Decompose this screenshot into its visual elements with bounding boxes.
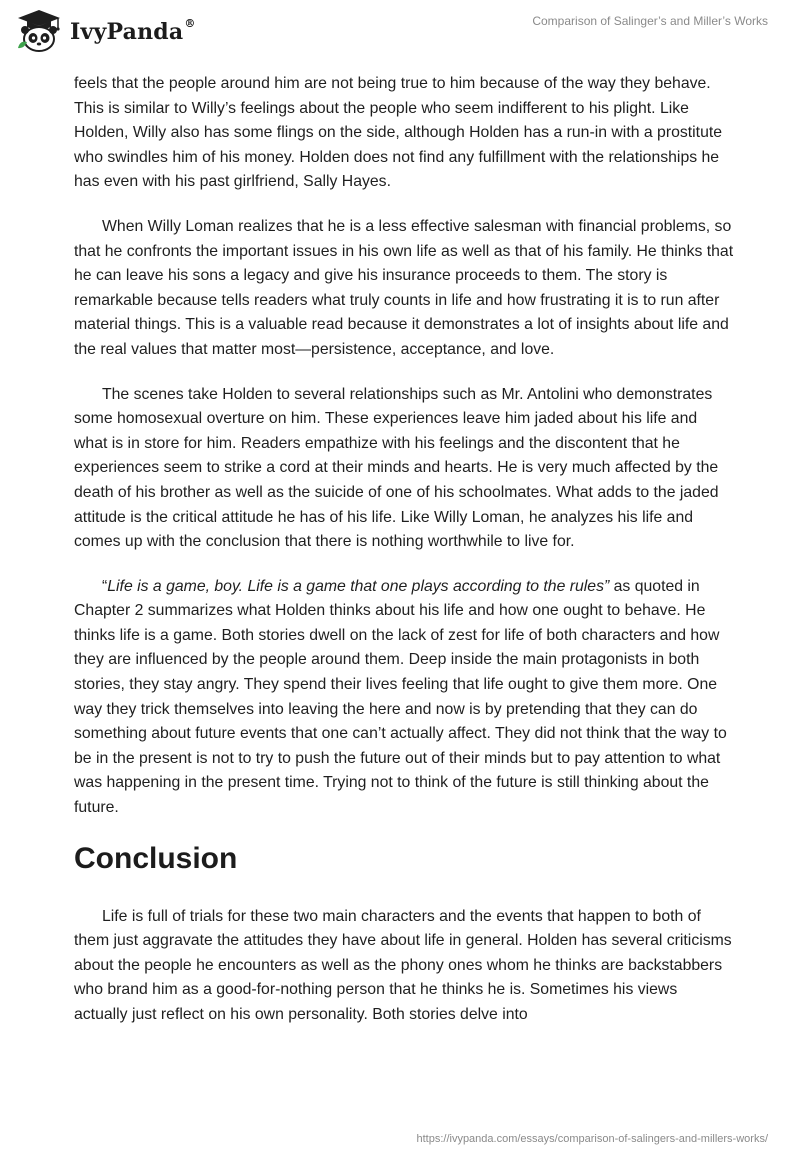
paragraph-5: Life is full of trials for these two main characters and the events that happen to both of them just aggravate the attitudes they have about life in general. Holden has several criticisms about the people he encounters as well as the phony ones whom he thinks are backstabbers who brand him as a good-for-nothing person that he thinks he is. Sometimes his views actually just reflect on his own personality. Both stories delve into — [74, 907, 732, 1023]
conclusion-heading: Conclusion — [74, 841, 238, 875]
page-header — [0, 0, 800, 60]
source-url[interactable]: https://ivypanda.com/essays/comparison-of-salingers-and-millers-works/ — [416, 1133, 768, 1145]
paragraph-4-text: as quoted in Chapter 2 summarizes what Holden thinks about his life and how one ought to behave. He thinks life is a game. Both stories dwell on the lack of zest for life of both characters and how they are influenced by the people around them. Deep inside the main protagonists in both stories, they stay angry. They spend their lives feeling that life ought to give them more. One way they trick themselves into leaving the here and now is by pretending that they can do something about future events that one can’t actually affect. They did not think that the way to be in the present is not to try to push the future out of their minds but to pay attention to what was happening in the present time. Trying not to think of the future is still thinking about the future. — [74, 577, 727, 817]
paragraph-2: When Willy Loman realizes that he is a less effective salesman with financial problems, so that he confronts the important issues in his own life as well as that of his family. He thinks that he can leave his sons a legacy and give his insurance proceeds to them. The story is remarkable because tells readers what truly counts in life and how frustrating it is to run after material things. This is a valuable read because it demonstrates a lot of insights about life and the real values that matter most—persistence, acceptance, and love. — [74, 217, 734, 358]
paragraph-1: feels that the people around him are not being true to him because of the way they behave. This is similar to Willy’s feelings about the people who seem indifferent to his plight. Like Holden, Willy also has some flings on the side, although Holden has a run-in with a prostitute who swindles him of his money. Holden does not find any fulfillment with the relationships he has even with his past girlfriend, Sally Hayes. — [74, 75, 723, 191]
logo-wordmark: IvyPanda® — [70, 16, 196, 45]
quoted-text: Life is a game, boy. Life is a game that one plays according to the rules” — [107, 577, 610, 595]
ivypanda-logo[interactable] — [14, 8, 196, 54]
document-title: Comparison of Salinger’s and Miller’s Works — [532, 14, 768, 28]
paragraph-4 — [74, 575, 734, 821]
registered-mark: ® — [184, 16, 196, 30]
paragraph-3: The scenes take Holden to several relationships such as Mr. Antolini who demonstrates some homosexual overture on him. These experiences leave him jaded about his life and what is in store for him. Readers empathize with his feelings and the discontent that he experiences seem to strike a cord at their minds and hearts. He is very much affected by the death of his brother as well as the suicide of one of his schoolmates. What adds to the jaded attitude is the critical attitude he has of his life. Like Willy Loman, he analyzes his life and comes up with the conclusion that there is nothing worthwhile to live for. — [74, 385, 719, 551]
open-quote-mark: “ — [102, 577, 108, 595]
panda-graduate-icon — [14, 8, 64, 54]
essay-body — [74, 72, 734, 1048]
